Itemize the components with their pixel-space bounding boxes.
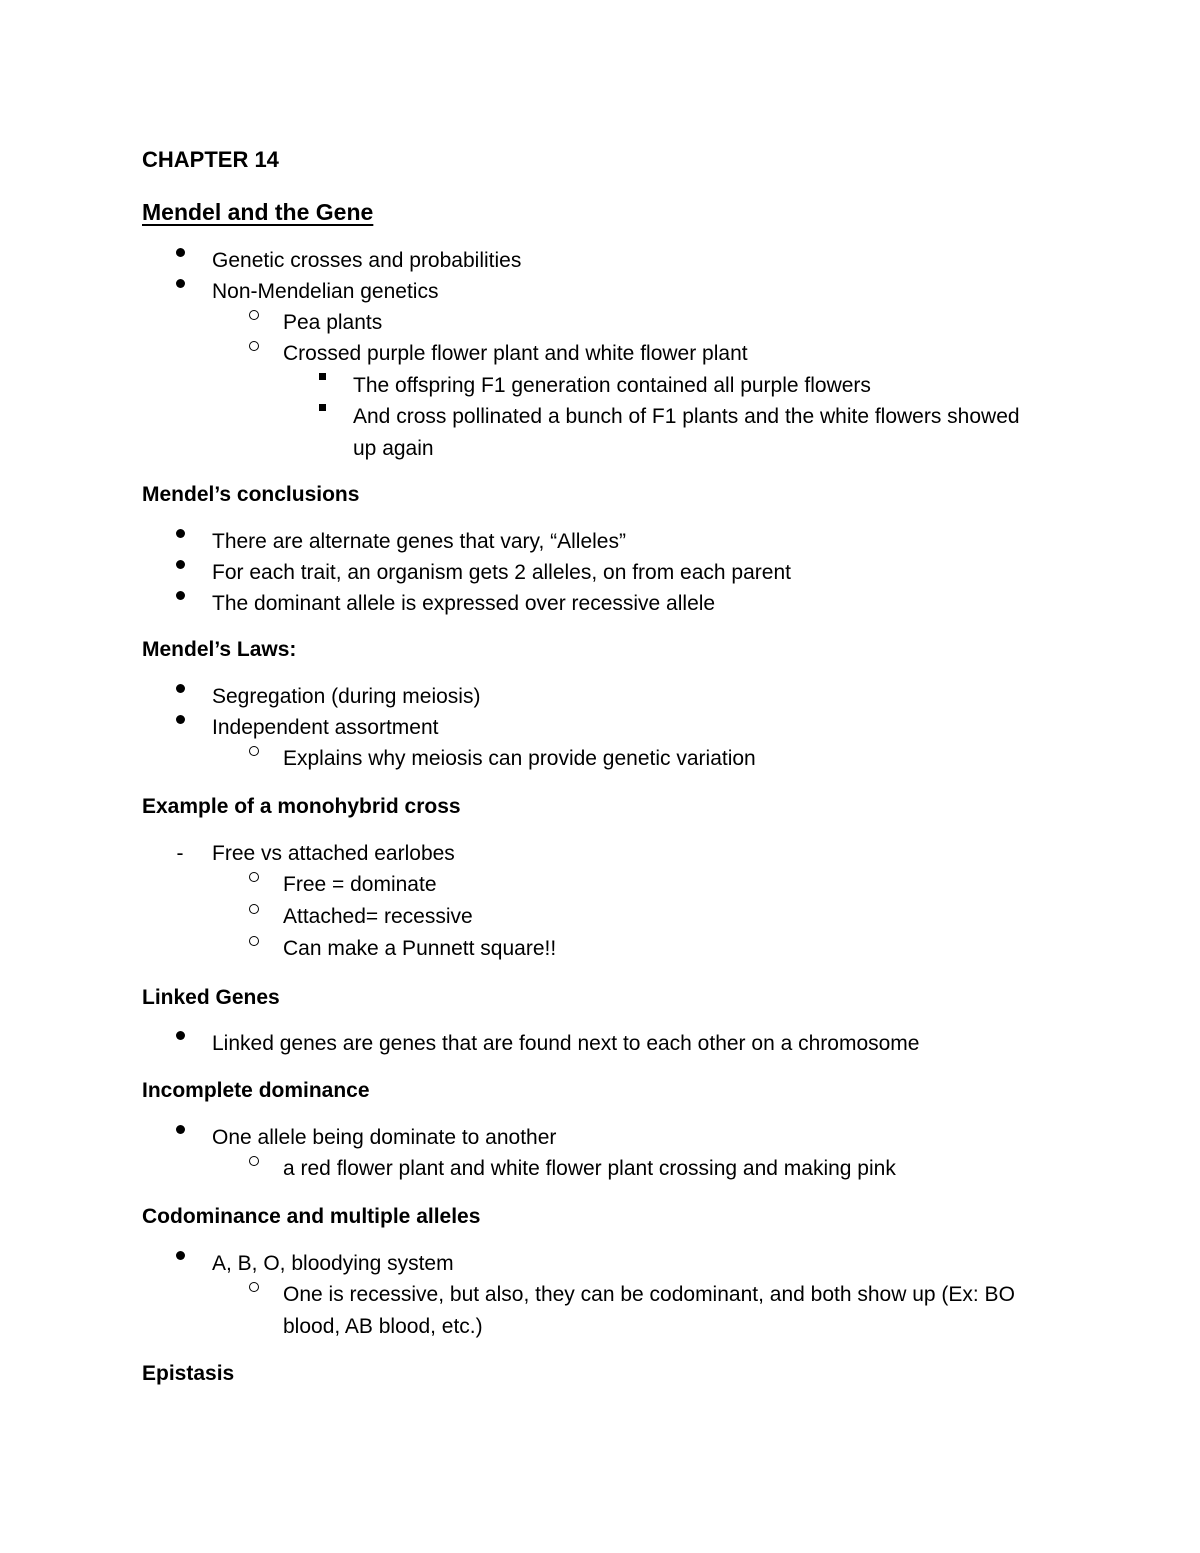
circle-bullet-icon [246, 341, 262, 351]
circle-bullet-icon [246, 746, 262, 756]
square-bullet-icon [314, 404, 330, 411]
heading-conclusions: Mendel’s conclusions [142, 483, 360, 506]
bullet-icon [172, 560, 188, 569]
bullet-icon [172, 684, 188, 693]
list-item: The offspring F1 generation contained all purple flowers [353, 374, 871, 397]
bullet-icon [172, 279, 188, 288]
square-bullet-icon [314, 373, 330, 380]
list-item: One allele being dominate to another [212, 1126, 557, 1149]
circle-bullet-icon [246, 904, 262, 914]
list-item: A, B, O, bloodying system [212, 1252, 454, 1275]
list-item: a red flower plant and white flower plant crossing and making pink [283, 1157, 896, 1180]
list-item: Attached= recessive [283, 905, 473, 928]
heading-codominance: Codominance and multiple alleles [142, 1205, 481, 1228]
heading-laws: Mendel’s Laws: [142, 638, 297, 661]
list-item: Explains why meiosis can provide genetic variation [283, 747, 756, 770]
list-item: The dominant allele is expressed over recessive allele [212, 592, 716, 615]
list-item: Pea plants [283, 311, 383, 334]
circle-bullet-icon [246, 936, 262, 946]
bullet-icon [172, 1251, 188, 1260]
bullet-icon [172, 248, 188, 257]
list-item: There are alternate genes that vary, “Alleles” [212, 530, 626, 553]
bullet-icon [172, 1125, 188, 1134]
list-item: Genetic crosses and probabilities [212, 249, 522, 272]
circle-bullet-icon [246, 1156, 262, 1166]
list-item: And cross pollinated a bunch of F1 plants and the white flowers showed [353, 405, 1020, 428]
dash-bullet-icon: - [176, 842, 184, 865]
bullet-icon [172, 591, 188, 600]
list-item: Free = dominate [283, 873, 437, 896]
list-item: One is recessive, but also, they can be codominant, and both show up (Ex: BO [283, 1283, 1015, 1306]
heading-linked-genes: Linked Genes [142, 986, 280, 1009]
list-item-continuation: blood, AB blood, etc.) [283, 1315, 483, 1338]
heading-epistasis: Epistasis [142, 1362, 235, 1385]
list-item: Crossed purple flower plant and white flower plant [283, 342, 748, 365]
list-item: Independent assortment [212, 716, 439, 739]
list-item: Can make a Punnett square!! [283, 937, 557, 960]
bullet-icon [172, 1031, 188, 1040]
list-item: For each trait, an organism gets 2 alleles, on from each parent [212, 561, 791, 584]
list-item: Non-Mendelian genetics [212, 280, 439, 303]
section-title: Mendel and the Gene [142, 199, 374, 225]
heading-monohybrid: Example of a monohybrid cross [142, 795, 461, 818]
list-item-continuation: up again [353, 437, 434, 460]
bullet-icon [172, 529, 188, 538]
bullet-icon [172, 715, 188, 724]
chapter-heading: CHAPTER 14 [142, 147, 279, 172]
circle-bullet-icon [246, 1282, 262, 1292]
list-item: Linked genes are genes that are found next to each other on a chromosome [212, 1032, 920, 1055]
list-item: Segregation (during meiosis) [212, 685, 481, 708]
circle-bullet-icon [246, 310, 262, 320]
heading-incomplete-dominance: Incomplete dominance [142, 1079, 370, 1102]
circle-bullet-icon [246, 872, 262, 882]
list-item: Free vs attached earlobes [212, 842, 455, 865]
